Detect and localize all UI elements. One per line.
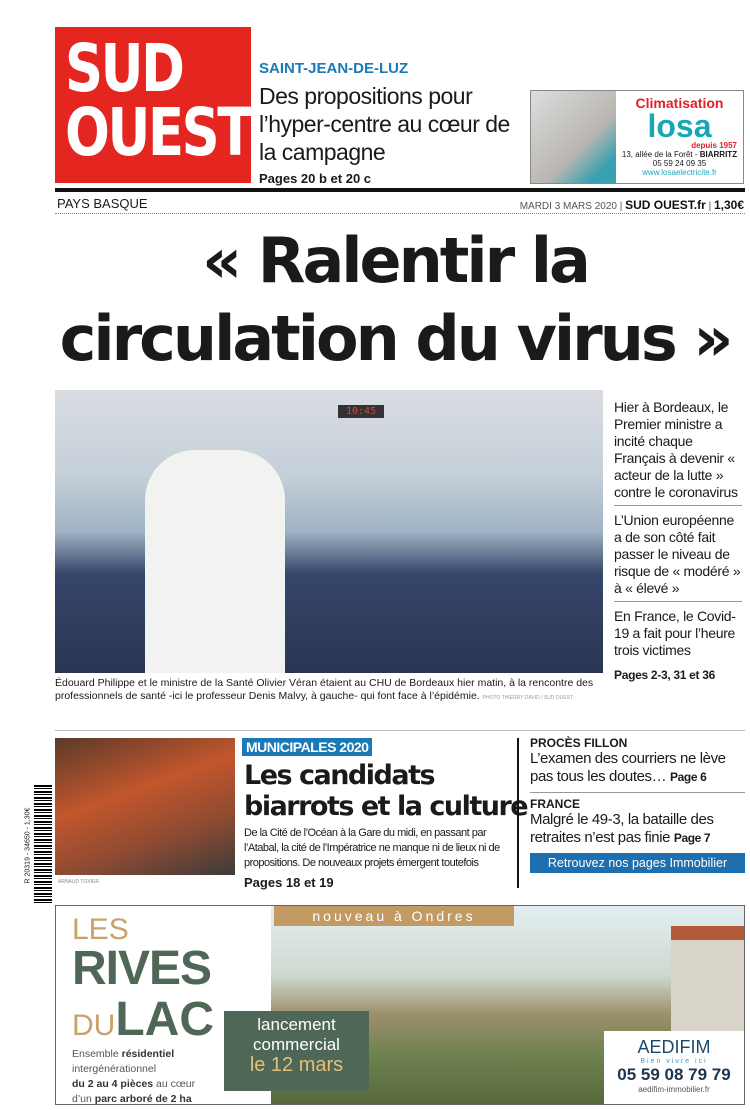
brief-page: Page 6: [670, 770, 707, 784]
ad-rives-du-lac[interactable]: [55, 905, 745, 1105]
aedifim-phone: 05 59 08 79 79: [617, 1065, 731, 1084]
ad-city: BIARRITZ: [699, 150, 738, 159]
teaser-pages: Pages 20 b et 20 c: [259, 171, 372, 186]
photo2-credit: ARNAUD TOXIER: [58, 879, 99, 885]
ad-banner: nouveau à Ondres: [274, 906, 514, 926]
wall-clock: 10:45: [338, 405, 384, 418]
summary-pages: Pages 2-3, 31 et 36: [614, 668, 716, 682]
logo-line-2: OUEST: [65, 94, 251, 171]
barcode-text: R 20319 - 34650 - 1,30€: [24, 807, 32, 884]
summary-item: L’Union européenne a de son côté fait passer le niveau de risque de « modéré » à « élevé »: [614, 510, 742, 602]
dotted-divider: [55, 213, 745, 214]
ad-logo-rives: RIVES: [72, 942, 212, 995]
aedifim-logo: AEDIFIM: [637, 1037, 711, 1057]
sidebar-summary: [614, 397, 742, 684]
brief-text: L’examen des courriers ne lève pas tous les doutes…: [530, 750, 726, 785]
photo-caption: [55, 677, 615, 705]
teaser-kicker: SAINT-JEAN-DE-LUZ: [259, 60, 409, 77]
ad-logo-les: LES: [72, 913, 129, 946]
column-divider: [517, 738, 519, 888]
summary-item: En France, le Covid-19 a fait pour l’heure trois victimes: [614, 608, 736, 658]
teaser-title[interactable]: Des propositions pour l’hyper-centre au cœur de la campagne: [259, 83, 510, 165]
sud-ouest-logo[interactable]: [55, 27, 251, 183]
article-title[interactable]: [244, 760, 527, 822]
title-line: biarrots et la culture: [244, 791, 528, 822]
divider: [55, 730, 745, 731]
ad-description: Ensemble résidentiel intergénérationnel du 2 au 4 pièces au cœur d’un parc arboré de 2 ha: [72, 1048, 196, 1105]
ad-url: www.losaelectricite.fr: [642, 168, 717, 177]
photo-credit: PHOTO THIERRY DAVID / SUD OUEST: [482, 695, 574, 701]
price: 1,30€: [713, 198, 744, 212]
aedifim-url: aedifim-immobilier.fr: [638, 1085, 710, 1094]
doctor-figure: [145, 450, 285, 673]
site: SUD OUEST.fr: [625, 198, 706, 212]
main-headline[interactable]: « Ralentir la circulation du virus »: [59, 224, 731, 375]
caption-text: Édouard Philippe et le ministre de la Santé Olivier Véran étaient au CHU de Bordeaux hier matin, à la rencontre des professionnels de santé -ici le professeur Denis Malvy, à gauche- qui font face à l’épidémie.: [55, 677, 594, 702]
ad-aedifim-box: [604, 1031, 744, 1105]
article-pages: Pages 18 et 19: [244, 875, 334, 890]
immobilier-link-button[interactable]: Retrouvez nos pages Immobilier: [530, 853, 745, 873]
aedifim-slogan: Bien vivre ici: [640, 1058, 708, 1065]
barcode: [34, 785, 52, 905]
main-photo: [55, 390, 603, 673]
concert-hall-photo: [55, 738, 235, 875]
article-tag: MUNICIPALES 2020: [242, 738, 372, 756]
article-body: De la Cité de l’Océan à la Gare du midi, en passant par l’Atabal, la cité de l’Impératrice ne manque ni de lieux ni de propositions. De nouveaux projets émergent toutefois: [244, 827, 500, 869]
section-label: PAYS BASQUE: [57, 196, 148, 211]
ad-logo-lac: LAC: [115, 993, 214, 1046]
masthead-rule: [55, 188, 745, 192]
dateline: MARDI 3 MARS 2020 | SUD OUEST.fr | 1,30€: [519, 198, 744, 212]
title-line: Les candidats: [244, 760, 435, 791]
brief-fillon[interactable]: [530, 750, 745, 786]
brief-kicker: PROCÈS FILLON: [530, 736, 628, 750]
ad-brand: losa: [647, 108, 712, 144]
brief-kicker: FRANCE: [530, 797, 580, 811]
ad-phone: 05 59 24 09 35: [652, 159, 707, 168]
ad-launch-box: lancement commercial le 12 mars: [224, 1011, 369, 1091]
ad-logo-du: DU: [72, 1009, 116, 1042]
brief-column: [530, 736, 745, 873]
brief-text: Malgré le 49-3, la bataille des retraites n’est pas finie: [530, 811, 714, 846]
summary-item: Hier à Bordeaux, le Premier ministre a incité chaque Français à devenir « acteur de la lutte » contre le coronavirus: [614, 397, 742, 506]
logo-line-1: SUD: [65, 30, 183, 107]
ad-losa[interactable]: [530, 90, 744, 184]
divider: [530, 792, 745, 793]
date: MARDI 3 MARS 2020: [519, 201, 617, 212]
brief-retraites[interactable]: [530, 811, 745, 847]
ad-address: 13, allée de la Forêt -: [621, 150, 698, 159]
ad-title: Climatisation: [635, 95, 724, 111]
brief-page: Page 7: [673, 831, 711, 845]
ad-image: [531, 91, 616, 183]
ad-since: depuis 1957: [691, 141, 737, 150]
